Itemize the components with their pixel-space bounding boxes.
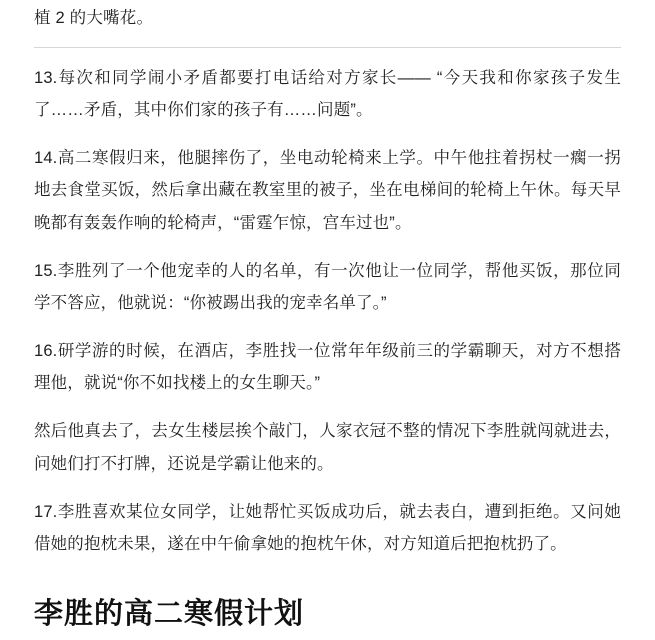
section-divider	[34, 47, 621, 48]
paragraph-17: 17.李胜喜欢某位女同学，让她帮忙买饭成功后，就去表白，遭到拒绝。又问她借她的抱枕未果，遂在中午偷拿她的抱枕午休，对方知道后把抱枕扔了。	[34, 502, 621, 553]
paragraph-14: 14.高二寒假归来，他腿摔伤了，坐电动轮椅来上学。中午他拄着拐杖一瘸一拐地去食堂买饭，然后拿出藏在教室里的被子，坐在电梯间的轮椅上午休。每天早晚都有轰轰作响的轮椅声，“雷霆乍惊，宫车过也”。	[34, 149, 621, 232]
vertical-scrollbar[interactable]	[649, 0, 655, 640]
paragraph-16-continued: 然后他真去了，去女生楼层挨个敲门，人家衣冠不整的情况下李胜就闯就进去，问她们打不打牌，还说是学霸让他来的。	[34, 422, 621, 473]
paragraph-13: 13.每次和同学闹小矛盾都要打电话给对方家长—— “今天我和你家孩子发生了……矛盾，其中你们家的孩子有……问题”。	[34, 68, 621, 120]
section-heading: 李胜的高二寒假计划	[34, 598, 305, 631]
top-text-fragment: 植 2 的大嘴花。	[34, 9, 154, 27]
paragraph-15: 15.李胜列了一个他宠幸的人的名单，有一次他让一位同学，帮他买饭，那位同学不答应，他就说：“你被踢出我的宠幸名单了。”	[34, 261, 621, 312]
paragraph-16: 16.研学游的时候，在酒店，李胜找一位常年年级前三的学霸聊天，对方不想搭理他，就说“你不如找楼上的女生聊天。”	[34, 342, 621, 393]
